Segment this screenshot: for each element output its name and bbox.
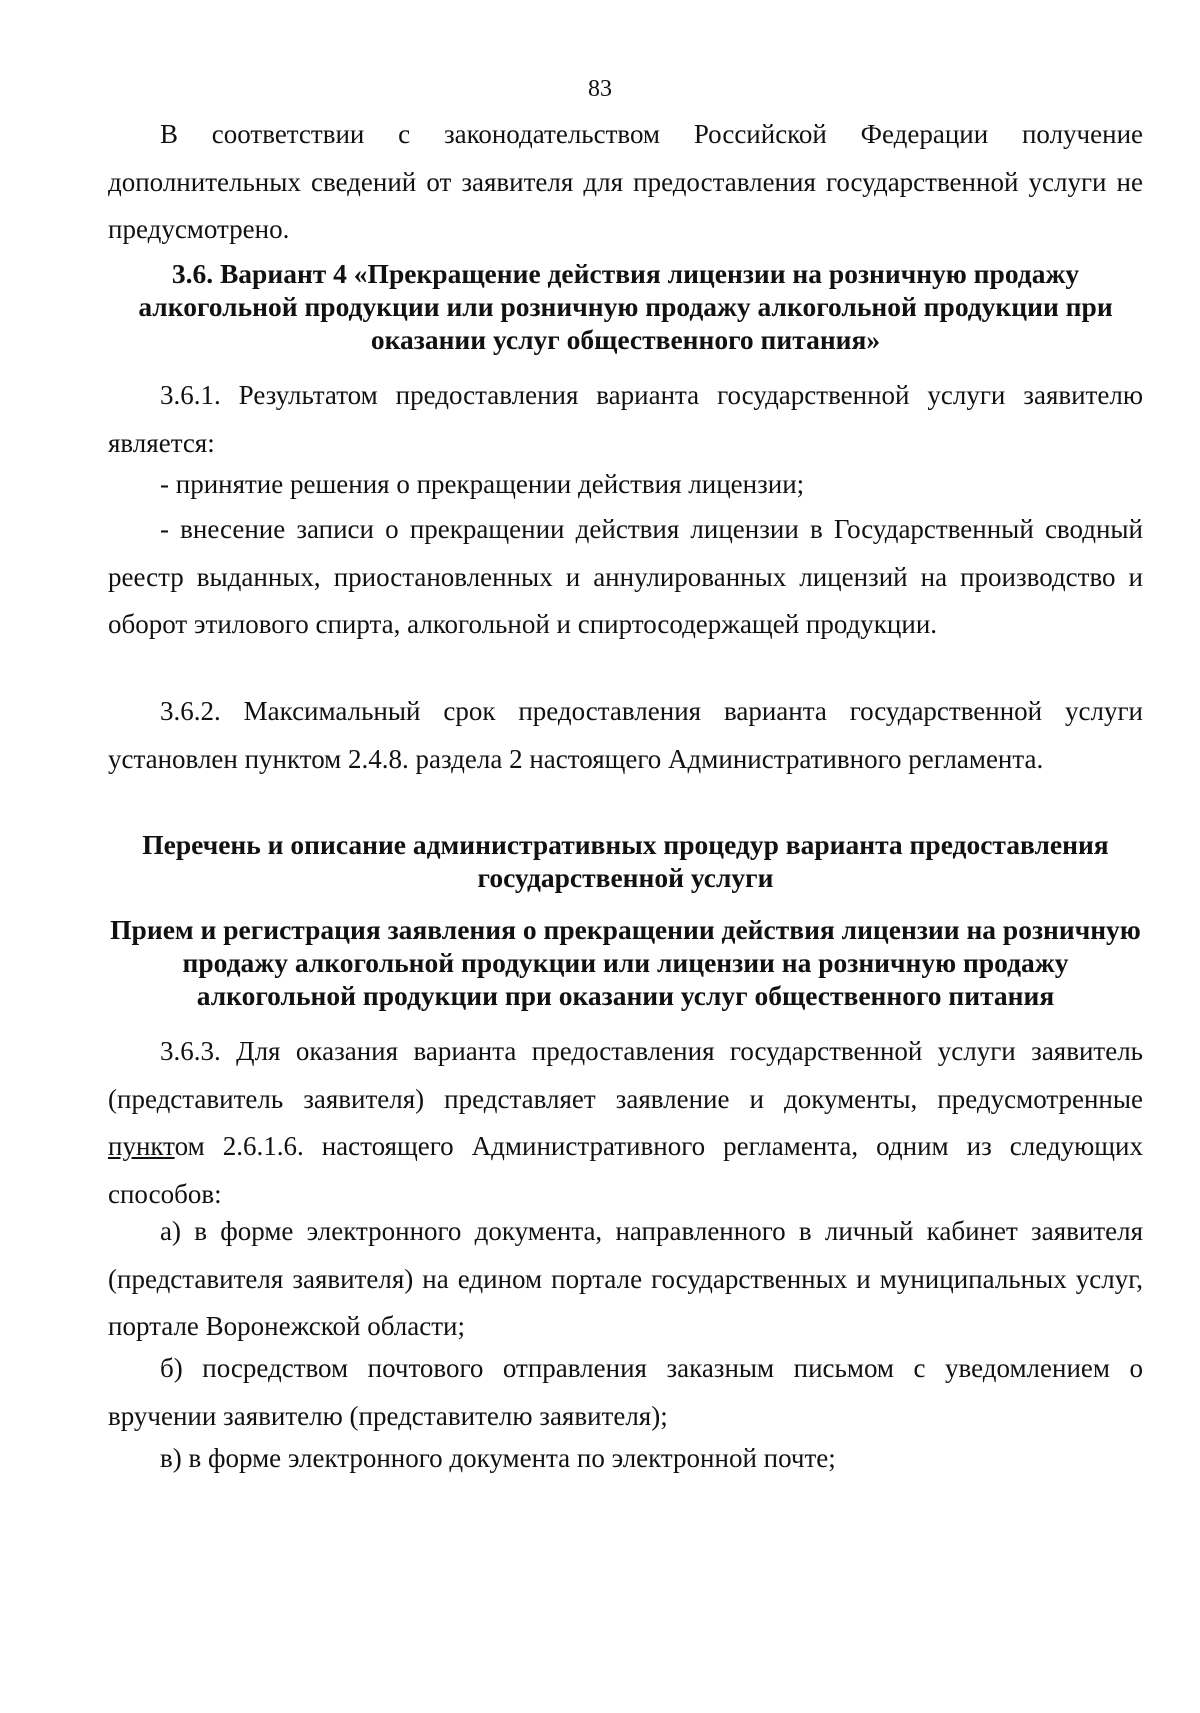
paragraph-3-6-1: 3.6.1. Результатом предоставления варианта государственной услуги заявителю является: bbox=[108, 380, 1143, 458]
list-item-a-electronic-portal: а) в форме электронного документа, направленного в личный кабинет заявителя (представителя заявителя) на едином портале государственных и муниципальных услуг, портале Воронежской области; bbox=[108, 1216, 1143, 1341]
paragraph-3-6-2: 3.6.2. Максимальный срок предоставления варианта государственной услуги установлен пунктом 2.4.8. раздела 2 настоящего Административного регламента. bbox=[108, 696, 1143, 774]
section-heading-reception: Прием и регистрация заявления о прекращении действия лицензии на розничную продажу алкогольной продукции или лицензии на розничную продажу алкогольной продукции при оказании услуг общественного питания bbox=[110, 914, 1141, 1011]
list-item-registry-entry: - внесение записи о прекращении действия лицензии в Государственный сводный реестр выданных, приостановленных и аннулированных лицензий на производство и оборот этилового спирта, алкогольной и спиртосодержащей продукции. bbox=[108, 514, 1143, 639]
paragraph-3-6-3-start: 3.6.3. Для оказания варианта предоставления государственной услуги заявитель (представитель заявителя) представляет заявление и документы, предусмотренные bbox=[108, 1036, 1143, 1114]
section-heading-procedures: Перечень и описание административных процедур варианта предоставления государственной услуги bbox=[142, 829, 1109, 893]
paragraph-intro: В соответствии с законодательством Российской Федерации получение дополнительных сведений от заявителя для предоставления государственной услуги не предусмотрено. bbox=[108, 119, 1143, 244]
list-item-c-email: в) в форме электронного документа по электронной почте; bbox=[160, 1443, 836, 1473]
list-item-decision: - принятие решения о прекращении действия лицензии; bbox=[160, 469, 805, 499]
underlined-word: пункт bbox=[108, 1131, 175, 1161]
paragraph-3-6-3 bbox=[108, 1028, 1143, 1218]
page-number: 83 bbox=[588, 76, 612, 102]
section-heading-variant-4: 3.6. Вариант 4 «Прекращение действия лицензии на розничную продажу алкогольной продукции или розничную продажу алкогольной продукции при оказании услуг общественного питания» bbox=[138, 258, 1113, 355]
paragraph-3-6-3-end: ом 2.6.1.6. настоящего Административного регламента, одним из следующих способов: bbox=[108, 1131, 1143, 1209]
list-item-b-postal: б) посредством почтового отправления заказным письмом с уведомлением о вручении заявителю (представителю заявителя); bbox=[108, 1353, 1143, 1431]
